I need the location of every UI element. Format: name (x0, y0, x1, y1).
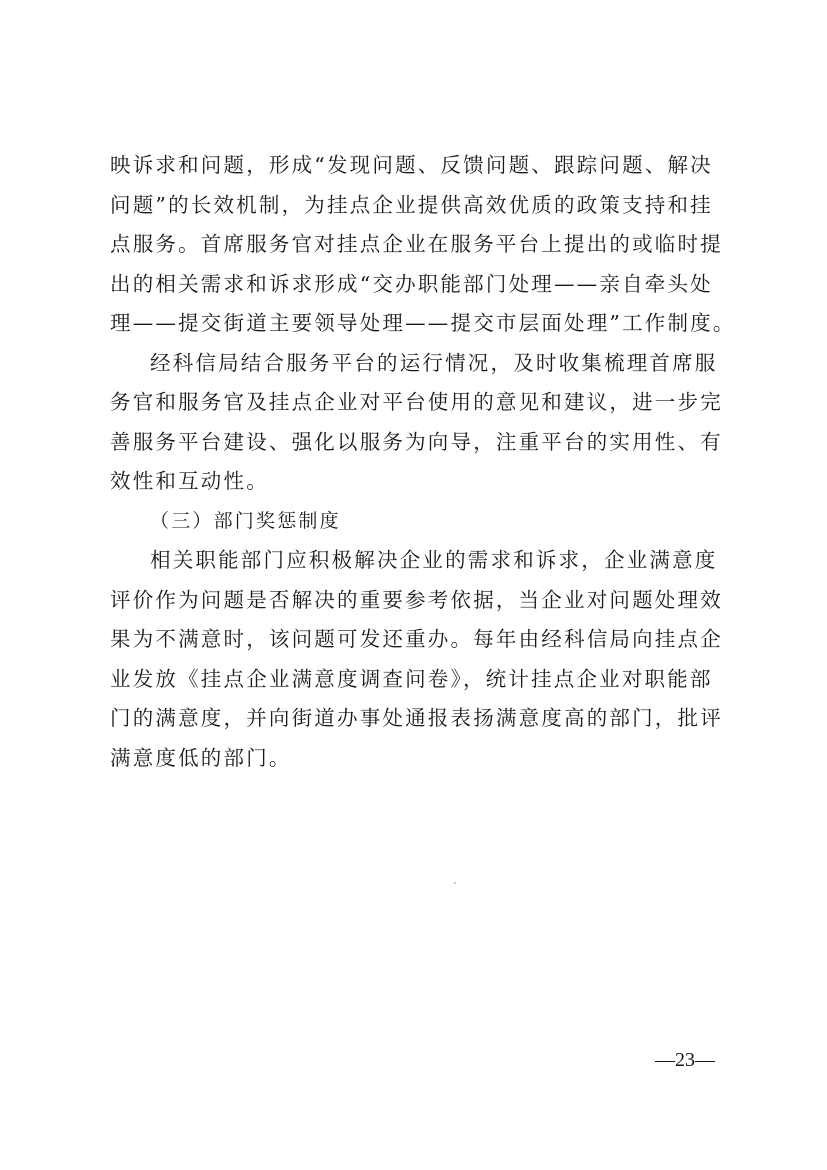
paragraph-3-line-3: 果为不满意时，该问题可发还重办。每年由经科信局向挂点企 (110, 627, 723, 651)
paragraph-1-line-3: 点服务。首席服务官对挂点企业在服务平台上提出的或临时提 (110, 232, 723, 256)
paragraph-3-line-4: 业发放《挂点企业满意度调查问卷》，统计挂点企业对职能部 (110, 667, 713, 691)
paragraph-2-line-2: 务官和服务官及挂点企业对平台使用的意见和建议，进一步完 (110, 390, 723, 414)
paragraph-3-line-2: 评价作为问题是否解决的重要参考依据，当企业对问题处理效 (110, 588, 723, 612)
paragraph-2-line-1: 经科信局结合服务平台的运行情况，及时收集梳理首席服 (150, 351, 718, 375)
paragraph-3-line-5: 门的满意度，并向街道办事处通报表扬满意度高的部门，批评 (110, 706, 723, 730)
section-heading: （三）部门奖惩制度 (150, 510, 341, 532)
scan-speck (454, 882, 456, 884)
paragraph-1-line-5: 理——提交街道主要领导处理——提交市层面处理”工作制度。 (110, 311, 736, 335)
paragraph-2-line-3: 善服务平台建设、强化以服务为向导，注重平台的实用性、有 (110, 430, 723, 454)
paragraph-2-line-4: 效性和互动性。 (110, 469, 269, 493)
paragraph-3-line-6: 满意度低的部门。 (110, 746, 292, 770)
paragraph-3-line-1: 相关职能部门应积极解决企业的需求和诉求，企业满意度 (150, 548, 718, 572)
page-number: —23— (655, 1049, 715, 1071)
paragraph-1-line-1: 映诉求和问题，形成“发现问题、反馈问题、跟踪问题、解决 (110, 153, 713, 177)
paragraph-1-line-4: 出的相关需求和诉求形成“交办职能部门处理——亲自牵头处 (110, 272, 713, 296)
paragraph-1-line-2: 问题”的长效机制，为挂点企业提供高效优质的政策支持和挂 (110, 193, 713, 217)
